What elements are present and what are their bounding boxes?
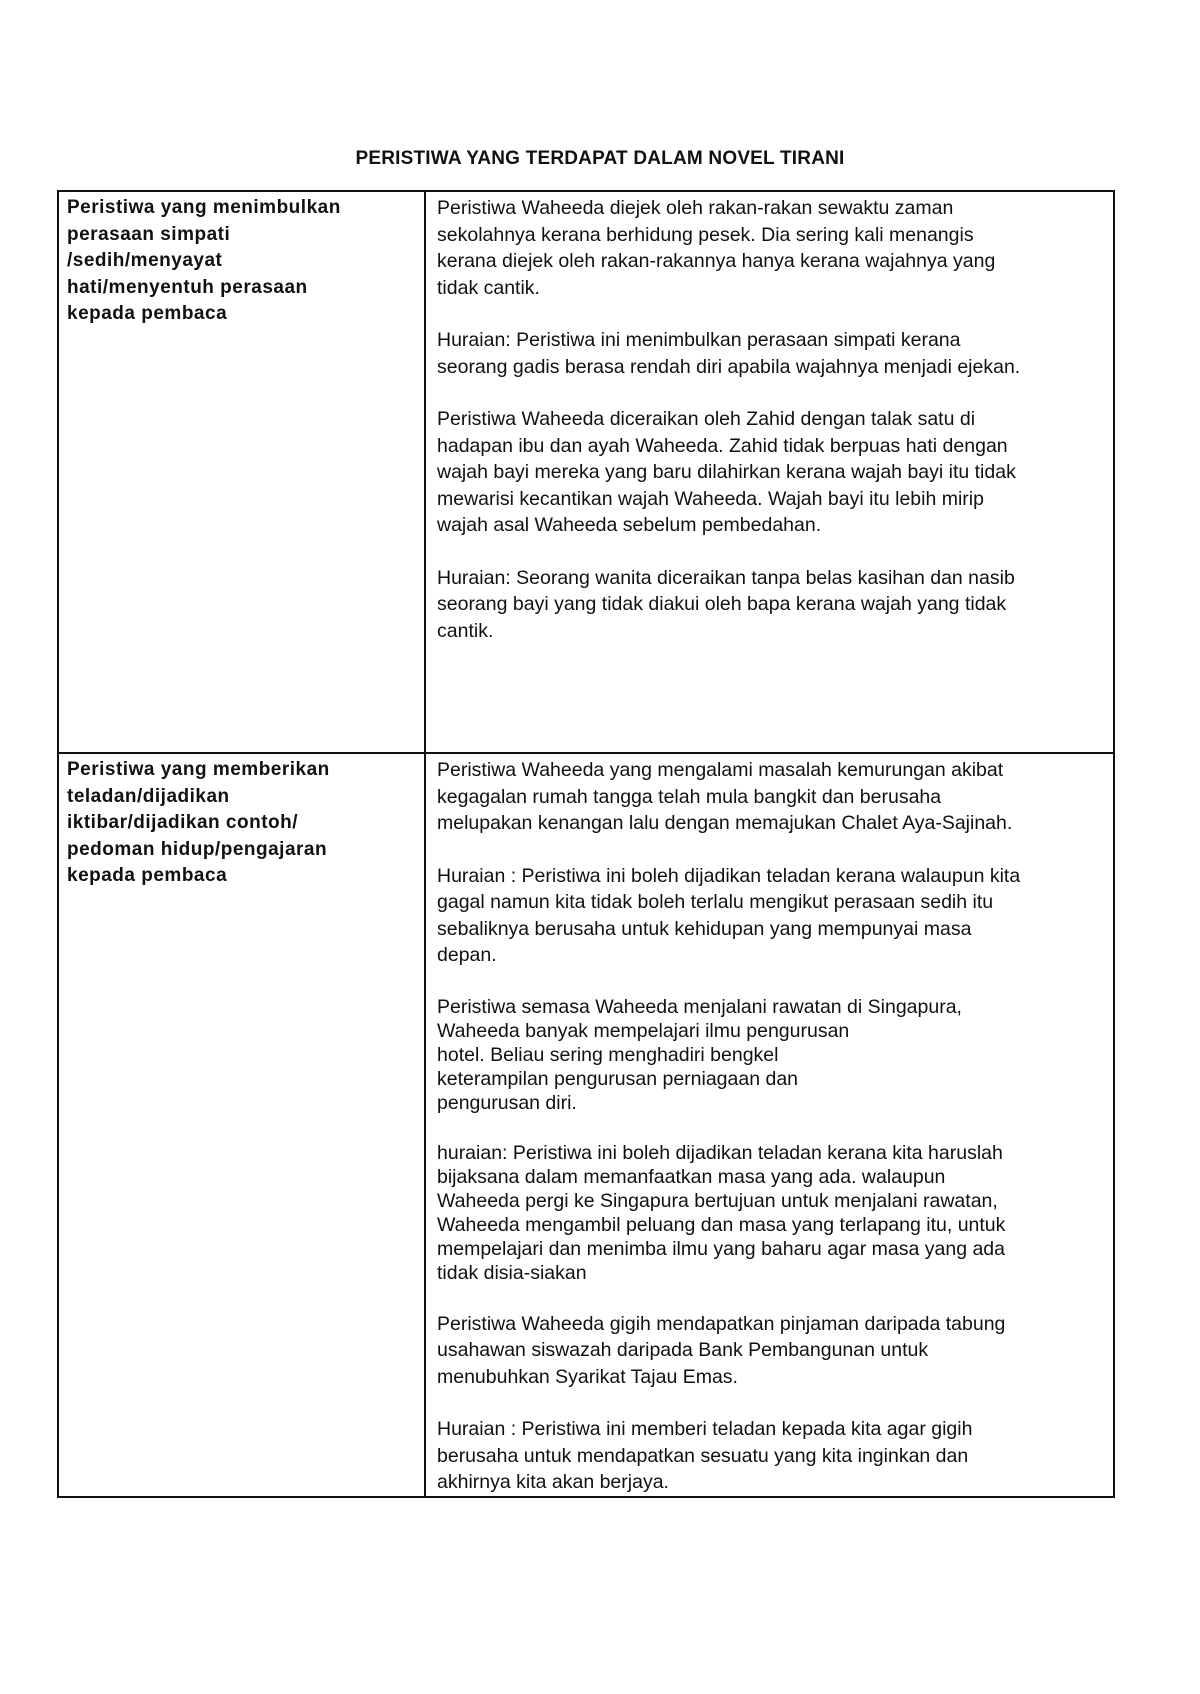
category-cell (58, 191, 425, 753)
events-table (57, 190, 1115, 1498)
explanation-paragraph: huraian: Peristiwa ini boleh dijadikan teladan kerana kita haruslah bijaksana dalam memanfaatkan masa yang ada. walaupun Waheeda pergi ke Singapura bertujuan untuk menjalani rawatan, Waheeda mengambil peluang dan masa yang terlapang itu, untuk mempelajari dan menimba ilmu yang baharu agar masa yang ada tidak disia-siakan (437, 1141, 1006, 1284)
category-label: Peristiwa yang menimbulkan perasaan simpati /sedih/menyayat hati/menyentuh perasaan kepada pembaca (67, 197, 341, 324)
event-paragraph: Peristiwa Waheeda diejek oleh rakan-rakan sewaktu zaman sekolahnya kerana berhidung pesek. Dia sering kali menangis kerana diejek oleh rakan-rakannya hanya kerana wajahnya yang tidak cantik. (437, 197, 996, 299)
event-paragraph: Peristiwa semasa Waheeda menjalani rawatan di Singapura, Waheeda banyak mempelajari ilmu pengurusan hotel. Beliau sering menghadiri bengkel keterampilan pengurusan perniagaan dan pengurusan diri. (437, 995, 962, 1114)
explanation-paragraph: Huraian: Peristiwa ini menimbulkan perasaan simpati kerana seorang gadis berasa rendah diri apabila wajahnya menjadi ejekan. (437, 329, 1021, 378)
category-label: Peristiwa yang memberikan teladan/dijadikan iktibar/dijadikan contoh/ pedoman hidup/pengajaran kepada pembaca (67, 759, 330, 886)
explanation-paragraph: Huraian: Seorang wanita diceraikan tanpa belas kasihan dan nasib seorang bayi yang tidak diakui oleh bapa kerana wajah yang tidak cantik. (437, 566, 1015, 642)
table-row (58, 191, 1114, 753)
category-cell (58, 753, 425, 1497)
table-row (58, 753, 1114, 1497)
description-cell (425, 191, 1114, 753)
description-cell (425, 753, 1114, 1497)
document-title: PERISTIWA YANG TERDAPAT DALAM NOVEL TIRANI (355, 148, 845, 169)
event-paragraph: Peristiwa Waheeda yang mengalami masalah kemurungan akibat kegagalan rumah tangga telah mula bangkit dan berusaha melupakan kenangan lalu dengan memajukan Chalet Aya-Sajinah. (437, 759, 1013, 834)
explanation-paragraph: Huraian : Peristiwa ini boleh dijadikan teladan kerana walaupun kita gagal namun kita tidak boleh terlalu mengikut perasaan sedih itu sebaliknya berusaha untuk kehidupan yang mempunyai masa depan. (437, 864, 1021, 966)
event-paragraph: Peristiwa Waheeda diceraikan oleh Zahid dengan talak satu di hadapan ibu dan ayah Waheeda. Zahid tidak berpuas hati dengan wajah bayi mereka yang baru dilahirkan kerana wajah bayi itu tidak mewarisi kecantikan wajah Waheeda. Wajah bayi itu lebih mirip wajah asal Waheeda sebelum pembedahan. (437, 408, 1016, 536)
event-paragraph: Peristiwa Waheeda gigih mendapatkan pinjaman daripada tabung usahawan siswazah daripada Bank Pembangunan untuk menubuhkan Syarikat Tajau Emas. (437, 1312, 1006, 1388)
explanation-paragraph: Huraian : Peristiwa ini memberi teladan kepada kita agar gigih berusaha untuk mendapatkan sesuatu yang kita inginkan dan akhirnya kita akan berjaya. (437, 1418, 973, 1493)
